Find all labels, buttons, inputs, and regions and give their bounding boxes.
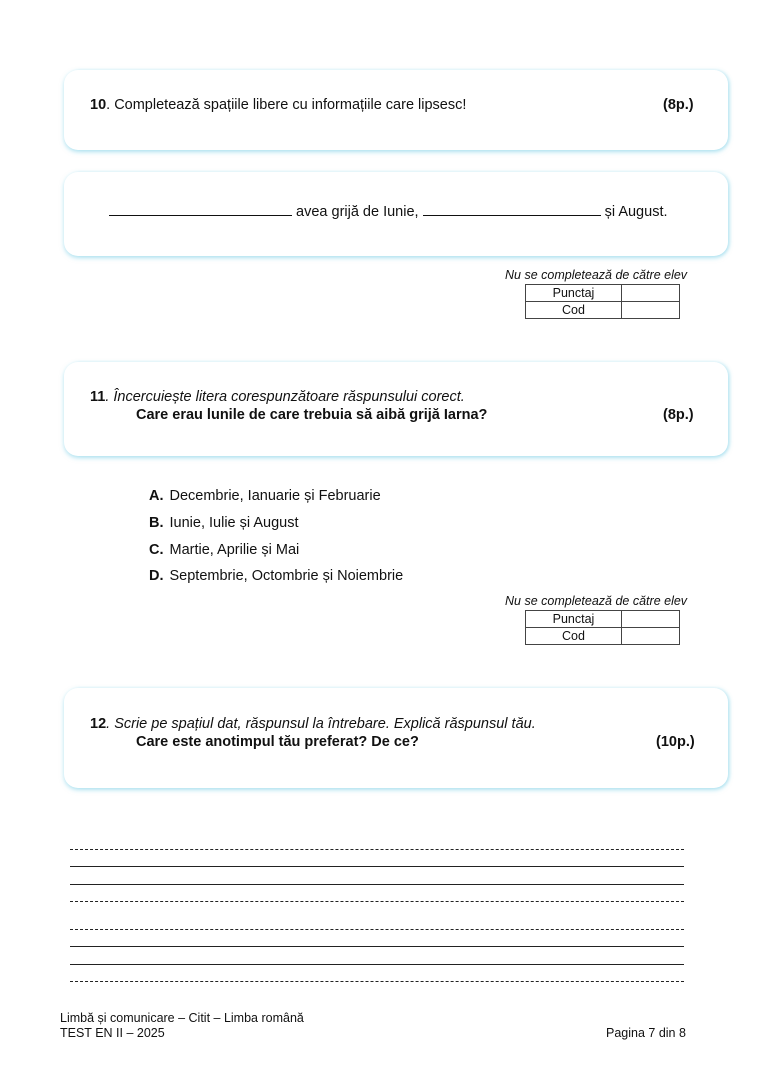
q12-instruction: . Scrie pe spațiul dat, răspunsul la întrebare. Explică răspunsul tău. xyxy=(106,716,536,732)
answer-line[interactable] xyxy=(70,912,684,930)
answer-line[interactable] xyxy=(70,867,684,885)
q12-points: (10p.) xyxy=(656,734,695,750)
q10-points: (8p.) xyxy=(663,97,694,113)
q12-question: Care este anotimpul tău preferat? De ce? xyxy=(136,734,419,750)
score-table-2 xyxy=(525,610,680,645)
answer-line[interactable] xyxy=(70,832,684,850)
option-text: Martie, Aprilie și Mai xyxy=(169,542,300,558)
answer-line[interactable] xyxy=(70,850,684,868)
score-note-2: Nu se completează de către elev xyxy=(505,594,688,608)
option-letter: D. xyxy=(149,568,164,584)
q11-option-c[interactable] xyxy=(149,542,299,558)
q10-blank-2[interactable] xyxy=(423,201,601,216)
q10-instruction: . Completează spațiile libere cu informațiile care lipsesc! xyxy=(106,97,467,113)
footer-page-number: Pagina 7 din 8 xyxy=(606,1026,686,1040)
answer-line[interactable] xyxy=(70,965,684,983)
q10-fill-text-1: avea grijă de Iunie, xyxy=(296,204,419,220)
punctaj-label: Punctaj xyxy=(526,611,622,628)
q10-fill-text-2: și August. xyxy=(604,204,668,220)
q11-points: (8p.) xyxy=(663,407,694,423)
q10-title xyxy=(90,97,466,113)
cod-cell xyxy=(622,628,680,645)
q11-number: 11 xyxy=(90,389,106,405)
option-text: Decembrie, Ianuarie și Februarie xyxy=(169,488,381,504)
answer-line[interactable] xyxy=(70,930,684,948)
option-text: Septembrie, Octombrie și Noiembrie xyxy=(169,568,404,584)
footer-subject: Limbă și comunicare – Citit – Limba română xyxy=(60,1011,304,1025)
punctaj-cell xyxy=(622,285,680,302)
option-letter: C. xyxy=(149,542,164,558)
q10-blank-1[interactable] xyxy=(109,201,292,216)
punctaj-label: Punctaj xyxy=(526,285,622,302)
q12-number: 12 xyxy=(90,716,107,732)
q10-number: 10 xyxy=(90,97,107,113)
answer-line[interactable] xyxy=(70,885,684,903)
q10-fill-sentence xyxy=(109,201,668,220)
q12-answer-area[interactable] xyxy=(70,832,684,982)
q11-option-a[interactable] xyxy=(149,488,381,504)
q11-option-b[interactable] xyxy=(149,515,298,531)
q11-title xyxy=(90,389,465,405)
cod-cell xyxy=(622,302,680,319)
cod-label: Cod xyxy=(526,302,622,319)
score-table-1 xyxy=(525,284,680,319)
q11-question: Care erau lunile de care trebuia să aibă grijă Iarna? xyxy=(136,407,488,423)
option-text: Iunie, Iulie și August xyxy=(169,515,299,531)
footer-test: TEST EN II – 2025 xyxy=(60,1026,165,1040)
option-letter: A. xyxy=(149,488,164,504)
answer-line[interactable] xyxy=(70,947,684,965)
punctaj-cell xyxy=(622,611,680,628)
score-note-1: Nu se completează de către elev xyxy=(505,268,688,282)
q11-instruction: . Încercuiește litera corespunzătoare răspunsului corect. xyxy=(105,389,465,405)
option-letter: B. xyxy=(149,515,164,531)
cod-label: Cod xyxy=(526,628,622,645)
q12-title xyxy=(90,716,536,732)
q11-option-d[interactable] xyxy=(149,568,403,584)
